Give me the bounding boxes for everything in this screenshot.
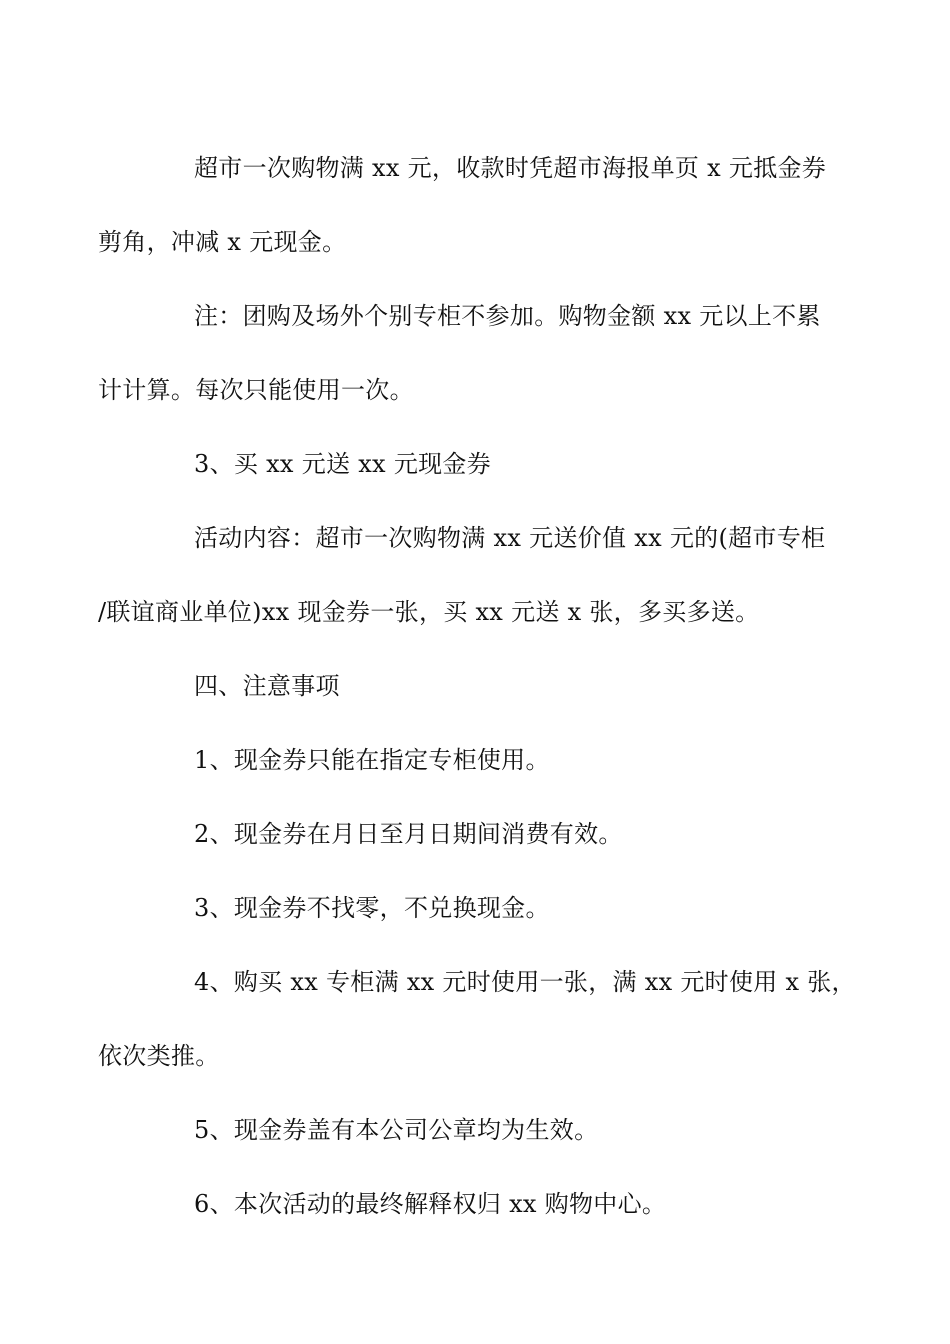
paragraph-line: 活动内容：超市一次购物满 xx 元送价值 xx 元的(超市专柜: [194, 524, 826, 552]
notice-item-2: [146, 797, 808, 871]
notice-item-3: [146, 871, 808, 945]
document-body: [98, 131, 856, 1241]
paragraph-line: 依次类推。: [98, 1042, 220, 1070]
paragraph-activity-content: [98, 501, 826, 649]
notice-item-1: [146, 723, 808, 797]
paragraph-line: 超市一次购物满 xx 元，收款时凭超市海报单页 x 元抵金券: [194, 154, 827, 182]
paragraph-line: 3、买 xx 元送 xx 元现金券: [194, 450, 492, 478]
paragraph-line: 四、注意事项: [194, 672, 340, 700]
paragraph-line: /联谊商业单位)xx 现金券一张，买 xx 元送 x 张，多买多送。: [98, 598, 760, 626]
paragraph-line: 注：团购及场外个别专柜不参加。购物金额 xx 元以上不累: [194, 302, 821, 330]
notice-item-4: [98, 945, 856, 1093]
paragraph-line: 2、现金券在月日至月日期间消费有效。: [194, 820, 623, 848]
section-heading-notices: [146, 649, 808, 723]
notice-item-5: [146, 1093, 808, 1167]
paragraph-cash-voucher-rule: [98, 131, 827, 279]
paragraph-line: 剪角，冲减 x 元现金。: [98, 228, 347, 256]
paragraph-line: 4、购买 xx 专柜满 xx 元时使用一张，满 xx 元时使用 x 张，: [194, 968, 856, 996]
paragraph-line: 6、本次活动的最终解释权归 xx 购物中心。: [194, 1190, 667, 1218]
section-heading-buy-get-voucher: [146, 427, 808, 501]
notice-item-6: [146, 1167, 808, 1241]
paragraph-line: 3、现金券不找零，不兑换现金。: [194, 894, 550, 922]
paragraph-line: 1、现金券只能在指定专柜使用。: [194, 746, 550, 774]
paragraph-note: [98, 279, 821, 427]
paragraph-line: 5、现金券盖有本公司公章均为生效。: [194, 1116, 599, 1144]
paragraph-line: 计计算。每次只能使用一次。: [98, 376, 414, 404]
